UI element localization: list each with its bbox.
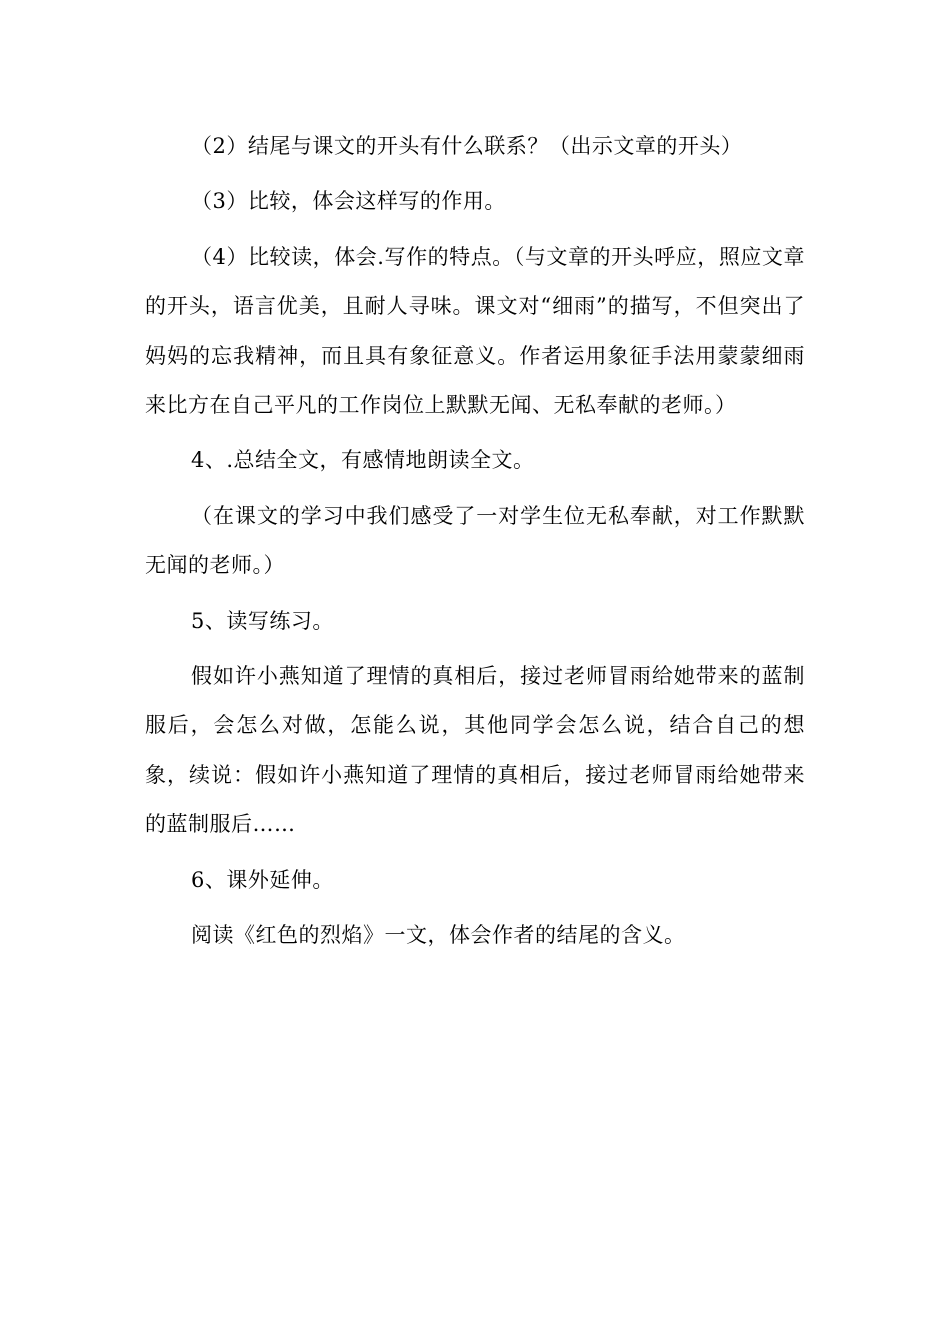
paragraph-step-4: 4、.总结全文，有感情地朗读全文。 — [191, 448, 535, 473]
paragraph-step-5-body: 假如许小燕知道了理情的真相后，接过老师冒雨给她带来的蓝制服后，会怎么对做，怎能么说，其他同学会怎么说，结合自己的想象，续说：假如许小燕知道了理情的真相后，接过老师冒雨给她带来的蓝制服后…… — [145, 664, 805, 837]
paragraph-step-6-body: 阅读《红色的烈焰》一文，体会作者的结尾的含义。 — [191, 923, 686, 948]
paragraph-step-4-note: （在课文的学习中我们感受了一对学生位无私奉献，对工作默默无闻的老师。） — [145, 503, 805, 578]
paragraph-step-6: 6、课外延伸。 — [191, 867, 334, 892]
paragraph-step-5: 5、读写练习。 — [191, 608, 334, 633]
document-page — [145, 122, 805, 961]
paragraph-question-4: （4）比较读，体会.写作的特点。（与文章的开头呼应，照应文章的开头，语言优美，且耐人寻味。课文对“细雨”的描写，不但突出了妈妈的忘我精神，而且具有象征意义。作者运用象征手法用蒙蒙细雨来比方在自己平凡的工作岗位上默默无闻、无私奉献的老师。） — [145, 244, 805, 418]
paragraph-question-2: （2）结尾与课文的开头有什么联系？（出示文章的开头） — [191, 134, 743, 158]
paragraph-question-3: （3）比较，体会这样写的作用。 — [191, 189, 506, 214]
